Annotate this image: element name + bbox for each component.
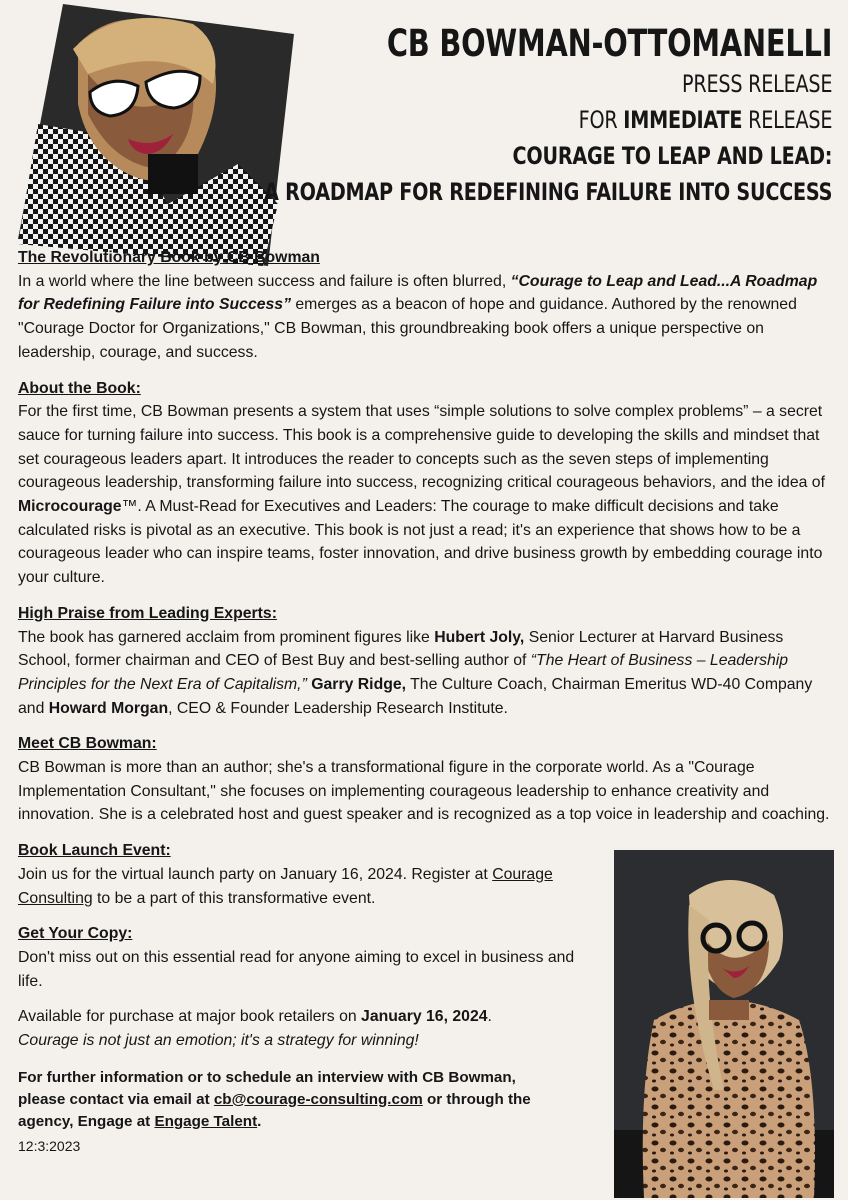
section-title: High Praise from Leading Experts: [18, 604, 277, 622]
section-text: In a world where the line between success and failure is often blurred, “Courage to Leap and Lead...A Roadmap for Redefining Failure into Success” emerges as a beacon of hope and guidance. Authored by the renowned "Courage Doctor for Organizations," CB Bowman, this groundbreaking book offers a unique perspective on leadership, courage, and success. [18, 272, 818, 361]
release-date: January 16, 2024 [361, 1008, 488, 1026]
expert-name: Hubert Joly, [434, 628, 525, 646]
courage-consulting-link[interactable]: Courage Consulting [18, 865, 553, 907]
section-title: The Revolutionary Book by CB Bowman [18, 249, 320, 266]
section-title: Book Launch Event: [18, 842, 171, 860]
headline-line-1: COURAGE TO LEAP AND LEAD: [512, 142, 832, 170]
section-revolutionary [18, 246, 833, 365]
section-text: The book has garnered acclaim from prominent figures like Hubert Joly, Senior Lecturer at Harvard Business School, former chairman and CEO of Best Buy and best-selling author of “The Heart of Business – Leadership Principles for the Next Era of Capitalism,” Garry Ridge, The Culture Coach, Chairman Emeritus WD-40 Company and Howard Morgan, CEO & Founder Leadership Research Institute. [18, 628, 813, 717]
section-text: Don't miss out on this essential read for anyone aiming to excel in business and life. [18, 948, 575, 990]
contact-info: For further information or to schedule an interview with CB Bowman, please contact via email at cb@courage-consulting.com or through the agency, Engage at Engage Talent. [18, 1068, 531, 1130]
press-release-label: PRESS RELEASE [681, 70, 832, 98]
section-title: Meet CB Bowman: [18, 735, 157, 753]
footer-date: 12:3:2023 [18, 1137, 81, 1154]
section-about [18, 377, 833, 590]
press-release-header [122, 22, 832, 210]
tagline: Courage is not just an emotion; it's a strategy for winning! [18, 1032, 419, 1050]
expert-name: Howard Morgan [48, 699, 169, 717]
immediate-release-line: FOR IMMEDIATE RELEASE [578, 106, 832, 134]
section-text: For the first time, CB Bowman presents a system that uses “simple solutions to solve complex problems” – a secret sauce for turning failure into success. This book is a comprehensive guide to developing the skills and mindset that set courageous leaders apart. It introduces the reader to concepts such as the seven steps of implementing courageous leadership, transforming failure into success, recognizing critical courageous behaviors, and the idea of Microcourage™. A Must-Read for Executives and Leaders: The courage to make difficult decisions and take calculated risks is pivotal as an executive. This book is not just a read; it's an experience that shows how to be a courageous leader who can inspire teams, foster innovation, and drive business growth by embedding courage into your culture. [18, 403, 825, 587]
email-link[interactable]: cb@courage-consulting.com [213, 1090, 423, 1108]
author-portrait-bottom [614, 850, 834, 1198]
availability-text: Available for purchase at major book retailers on January 16, 2024. [18, 1008, 492, 1026]
section-title: About the Book: [18, 379, 141, 397]
section-praise [18, 602, 833, 721]
microcourage-term: Microcourage [18, 498, 122, 516]
section-copy [18, 922, 603, 1053]
engage-talent-link[interactable]: Engage Talent [154, 1112, 258, 1130]
author-name-heading: CB BOWMAN-OTTOMANELLI [386, 22, 832, 65]
section-title: Get Your Copy: [18, 925, 133, 943]
section-meet [18, 732, 833, 827]
section-text: CB Bowman is more than an author; she's a transformational figure in the corporate world. As a "Courage Implementation Consultant," she focuses on implementing courageous leadership to enhance creativity and innovation. She is a celebrated host and guest speaker and is recognized as a top voice in leadership and coaching. [18, 759, 830, 824]
book-title: “Courage to Leap and Lead...A Roadmap for Redefining Failure into Success” [18, 272, 818, 314]
section-launch [18, 839, 603, 910]
expert-name: Garry Ridge, [306, 675, 407, 693]
headline-line-2: A ROADMAP FOR REDEFINING FAILURE INTO SUCCESS [263, 178, 832, 206]
section-text: Join us for the virtual launch party on January 16, 2024. Register at Courage Consulting to be a part of this transformative event. [18, 865, 553, 907]
cited-book: “The Heart of Business – Leadership Principles for the Next Era of Capitalism,” [18, 652, 789, 693]
